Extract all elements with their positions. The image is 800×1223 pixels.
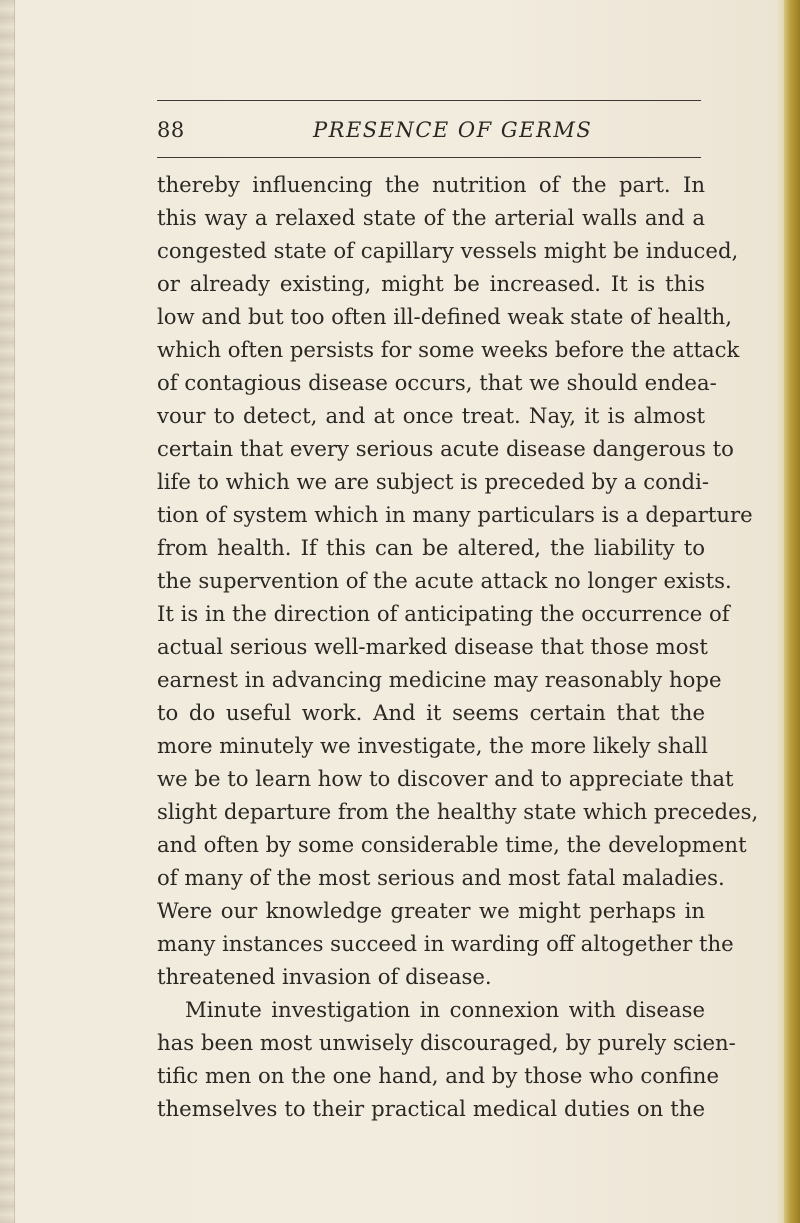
text-line: life to which we are subject is preceded by a condi-	[157, 469, 710, 494]
text-line: of contagious disease occurs, that we should endea-	[157, 370, 717, 395]
text-line: the supervention of the acute attack no longer exists.	[157, 568, 732, 593]
text-line: more minutely we investigate, the more likely shall	[157, 733, 708, 758]
text-line: of many of the most serious and most fatal maladies.	[157, 865, 725, 890]
text-line-paragraph-end: threatened invasion of disease.	[157, 964, 492, 989]
text-line: It is in the direction of anticipating the occurrence of	[157, 601, 730, 626]
page-gutter-shadow	[0, 0, 15, 1223]
text-line: this way a relaxed state of the arterial walls and a	[157, 205, 705, 230]
body-text	[157, 168, 759, 1125]
page-gilt-edge	[784, 0, 800, 1223]
text-line: low and but too often ill-defined weak state of health,	[157, 304, 732, 329]
text-line: earnest in advancing medicine may reasonably hope	[157, 667, 722, 692]
text-line: to do useful work. And it seems certain that the	[157, 700, 705, 725]
text-line: many instances succeed in warding off altogether the	[157, 931, 734, 956]
text-line: slight departure from the healthy state which precedes,	[157, 799, 759, 824]
text-line: actual serious well-marked disease that those most	[157, 634, 708, 659]
text-line: vour to detect, and at once treat. Nay, it is almost	[157, 403, 705, 428]
text-line: we be to learn how to discover and to appreciate that	[157, 766, 734, 791]
text-line: from health. If this can be altered, the liability to	[157, 535, 705, 560]
text-line: thereby influencing the nutrition of the part. In	[157, 172, 705, 197]
text-line: and often by some considerable time, the development	[157, 832, 747, 857]
text-line: tific men on the one hand, and by those who confine	[157, 1063, 719, 1088]
header-rule-bottom	[157, 157, 701, 158]
page-number: 88	[157, 118, 185, 142]
text-line: has been most unwisely discouraged, by purely scien-	[157, 1030, 736, 1055]
text-line: Were our knowledge greater we might perhaps in	[157, 898, 705, 923]
text-line: tion of system which in many particulars is a departure	[157, 502, 753, 527]
text-line: congested state of capillary vessels might be induced,	[157, 238, 739, 263]
header-rule-top	[157, 100, 701, 101]
text-line-paragraph-start: Minute investigation in connexion with disease	[185, 997, 705, 1022]
text-line: which often persists for some weeks before the attack	[157, 337, 740, 362]
text-line: certain that every serious acute disease dangerous to	[157, 436, 734, 461]
running-title: PRESENCE OF GERMS	[313, 118, 593, 142]
text-line: themselves to their practical medical duties on the	[157, 1096, 705, 1121]
text-line: or already existing, might be increased. It is this	[157, 271, 705, 296]
